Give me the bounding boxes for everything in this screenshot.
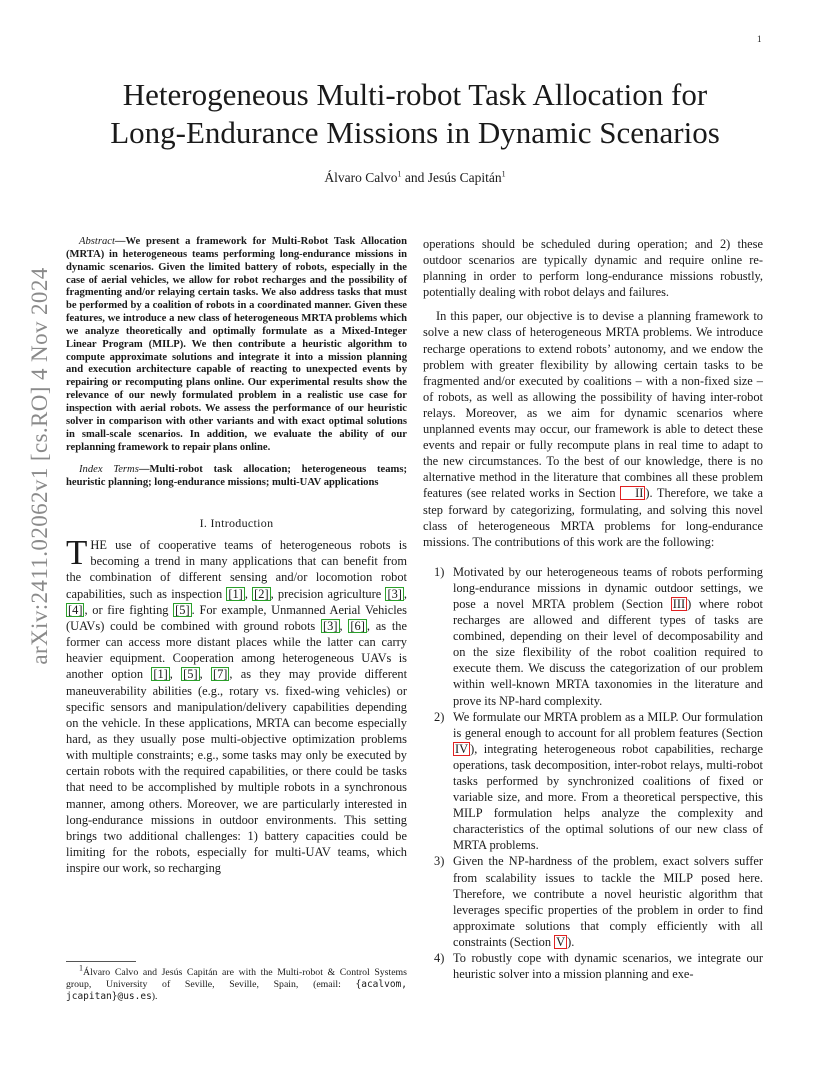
right-paragraph-2-text-a: In this paper, our objective is to devise a planning framework to solve a new class of heterogeneous MRTA problems. We introduce recharge operations to extend robots’ autonomy, and we endow the problem with greater flexibility by allowing certain tasks to be fragmented and/or executed by coalitions – with a non-fixed size – of robots, as well as allowing the possibility of having inter-robot relays. Moreover, as we aim for dynamic scenarios where unplanned events may occur, our framework is able to detect these events and repair or fully recompute plans in real time to adapt to the new circumstances. To the best of our knowledge, there is no alternative method in the literature that combines all these problem features (see related works in Section xyxy=(423,309,763,501)
contribution-number: 2) xyxy=(434,709,445,724)
introduction-paragraph xyxy=(66,533,408,876)
contributions-list xyxy=(423,564,763,982)
contribution-text: ). xyxy=(567,934,575,949)
right-paragraph-2-text-b: ). Therefore, we take a step forward by categorizing, formulating, and solving this novel class of heterogeneous MRTA problems for long-endurance missions. The contributions of this work are the following: xyxy=(423,486,763,549)
title-line-2: Long-Endurance Missions in Dynamic Scenarios xyxy=(110,115,720,150)
author-2-affiliation: 1 xyxy=(501,169,506,179)
contribution-item xyxy=(423,950,763,982)
section-link[interactable]: V xyxy=(556,934,566,949)
arxiv-identifier: arXiv:2411.02062v1 [cs.RO] 4 Nov 2024 xyxy=(27,267,52,665)
citation-link[interactable]: [5] xyxy=(175,602,190,617)
intro-text-4: . For example, Unmanned Aerial Vehicles (UAVs) could be combined with ground robots xyxy=(66,602,407,633)
contribution-number: 3) xyxy=(434,854,445,869)
footnote-affiliation xyxy=(66,963,407,1003)
footnote-text: Álvaro Calvo and Jesús Capitán are with the Multi-robot & Control Systems group, University of Seville, Seville, Spain, (email: xyxy=(66,967,407,990)
citation-link[interactable]: [7] xyxy=(212,667,228,682)
index-terms-text: —Multi-robot task allocation; heterogeneous teams; heuristic planning; long-endurance missions; multi-UAV applications xyxy=(66,464,407,489)
footnote-marker: 1 xyxy=(79,963,83,973)
section-link[interactable]: III xyxy=(672,596,686,611)
intro-punct: , xyxy=(403,586,407,601)
contribution-item xyxy=(423,853,763,950)
right-paragraph-1: operations should be scheduled during operation; and 2) these outdoor scenarios are typically dynamic and require online re-planning in order to perform long-endurance missions robustly, potentially dealing with robot delays and failures. xyxy=(423,237,763,300)
section-heading-introduction: I. Introduction xyxy=(199,516,274,531)
citation-link[interactable]: [1] xyxy=(153,667,168,682)
contribution-text: Given the NP-hardness of the problem, exact solvers suffer from scalability issues to tackle the MILP posed here. Therefore, we contribute a novel heuristic algorithm that leverages specific properties of the problem in order to find approximate solutions that comply efficiently with all constraints (Section xyxy=(453,854,763,949)
author-list xyxy=(60,170,770,186)
citation-link[interactable]: [2] xyxy=(254,586,269,601)
drop-cap: T xyxy=(66,533,88,573)
citation-link[interactable]: [1] xyxy=(228,586,243,601)
contribution-number: 4) xyxy=(434,951,445,966)
intro-text-5: , as the former can access more distant places while the latter can carry heavier equipment. Cooperation among heterogeneous UAVs is another option xyxy=(66,618,407,682)
intro-text-3: , or fire fighting xyxy=(84,602,174,617)
contribution-item xyxy=(423,709,763,854)
intro-punct: , xyxy=(199,667,211,682)
abstract-label: Abstract xyxy=(79,236,115,247)
right-paragraph-2 xyxy=(423,308,763,549)
section-link[interactable]: IV xyxy=(455,741,469,756)
left-column xyxy=(66,236,407,876)
citation-link[interactable]: [5] xyxy=(183,667,198,682)
abstract-text: —We present a framework for Multi-Robot Task Allocation (MRTA) in heterogeneous teams performing long-endurance missions in dynamic scenarios. Given the limited battery of robots, especially in the case of aerial vehicles, we allow for robot recharges and the possibility of fragmenting and/or relaying certain tasks. We also address tasks that must be performed by a coalition of robots in a coordinated manner. Given these features, we introduce a new class of heterogeneous MRTA problems which we analyze theoretically and optimally formulate as a Mixed-Integer Linear Program (MILP). We then contribute a heuristic algorithm to compute approximate solutions and integrate it into a mission planning and execution architecture capable of reacting to unexpected events by repairing or recomputing plans online. Our experimental results show the relevance of our newly formulated problem in a realistic use case for inspection with aerial robots. We assess the performance of our heuristic solver in comparison with other variants and with exact optimal solutions in small-scale scenarios. In addition, we evaluate the ability of our replanning framework to repair plans online. xyxy=(66,236,407,453)
paper-title xyxy=(60,76,770,152)
contribution-item xyxy=(423,564,763,709)
contribution-text: Motivated by our heterogeneous teams of robots performing long-endurance missions in dynamic outdoor settings, we pose a novel MRTA problem (Section xyxy=(453,564,763,611)
author-1: Álvaro Calvo xyxy=(324,170,398,185)
footnote-divider xyxy=(66,961,136,962)
contribution-number: 1) xyxy=(434,564,445,579)
section-link[interactable]: II xyxy=(620,486,645,500)
contribution-text: We formulate our MRTA problem as a MILP. Our formulation is general enough to account for all problem features (Section xyxy=(453,709,763,740)
contribution-text: To robustly cope with dynamic scenarios, we integrate our heuristic solver into a mission planning and exe- xyxy=(453,951,763,982)
citation-link[interactable]: [3] xyxy=(323,618,338,633)
contribution-text: ), integrating heterogeneous robot capabilities, recharge operations, task decomposition, inter-robot relays, multi-robot tasks performed by synchronized coalitions of fixed or variable size, and more. From a theoretical perspective, this MILP formulation helps analyze the complexity and characteristics of the optimal solutions of our new class of MRTA problems. xyxy=(453,741,763,853)
intro-text-6: , as they may provide different maneuverability abilities (e.g., rotary vs. fixed-wing vehicles) or specific sensors and manipulation/delivery capabilities depending on the vehicle. In these applications, MRTA can become especially hard, as they usually pose multi-objective optimization problems with multiple constraints; e.g., some tasks may only be executed by certain robots with the required capabilities, or there could be tasks that need to be accomplished by multiple robots in a synchronous manner, among others. Moreover, we are particularly interested in long-endurance missions in outdoor environments. This setting brings two additional challenges: 1) battery capacities could be limiting for the robots, especially for multi-UAV teams, which inspire our work, so recharging xyxy=(66,667,408,876)
intro-text-2: , precision agriculture xyxy=(270,586,386,601)
citation-link[interactable]: [3] xyxy=(387,586,402,601)
page-number: 1 xyxy=(757,34,762,44)
citation-link[interactable]: [4] xyxy=(68,602,83,617)
citation-link[interactable]: [6] xyxy=(350,618,365,633)
title-line-1: Heterogeneous Multi-robot Task Allocation for xyxy=(122,77,708,112)
intro-punct: , xyxy=(244,586,253,601)
intro-punct: , xyxy=(169,667,182,682)
author-1-affiliation: 1 xyxy=(397,169,402,179)
index-terms xyxy=(66,464,407,490)
abstract xyxy=(66,236,407,454)
contribution-text: ) where robot recharges are allowed and different types of tasks are combined, depending on their level of decomposability and on the size flexibility of the robot coalition required to execute them. We discuss the categorization of our problem within well-known MRTA taxonomies in the literature and prove its NP-hard complexity. xyxy=(453,596,763,708)
author-conjunction: and xyxy=(401,170,428,185)
intro-punct: , xyxy=(339,618,349,633)
right-column xyxy=(423,236,763,982)
footnote-email[interactable]: {acalvom, jcapitan}@us.es xyxy=(66,979,407,1002)
intro-text-1: HE use of cooperative teams of heterogeneous robots is becoming a trend in many applications that can benefit from the combination of different sensing and/or locomotion robot capabilities, such as inspection xyxy=(66,538,407,601)
index-terms-label: Index Terms xyxy=(79,464,139,476)
footnote-end: ). xyxy=(151,991,158,1002)
author-2: Jesús Capitán xyxy=(427,170,502,185)
